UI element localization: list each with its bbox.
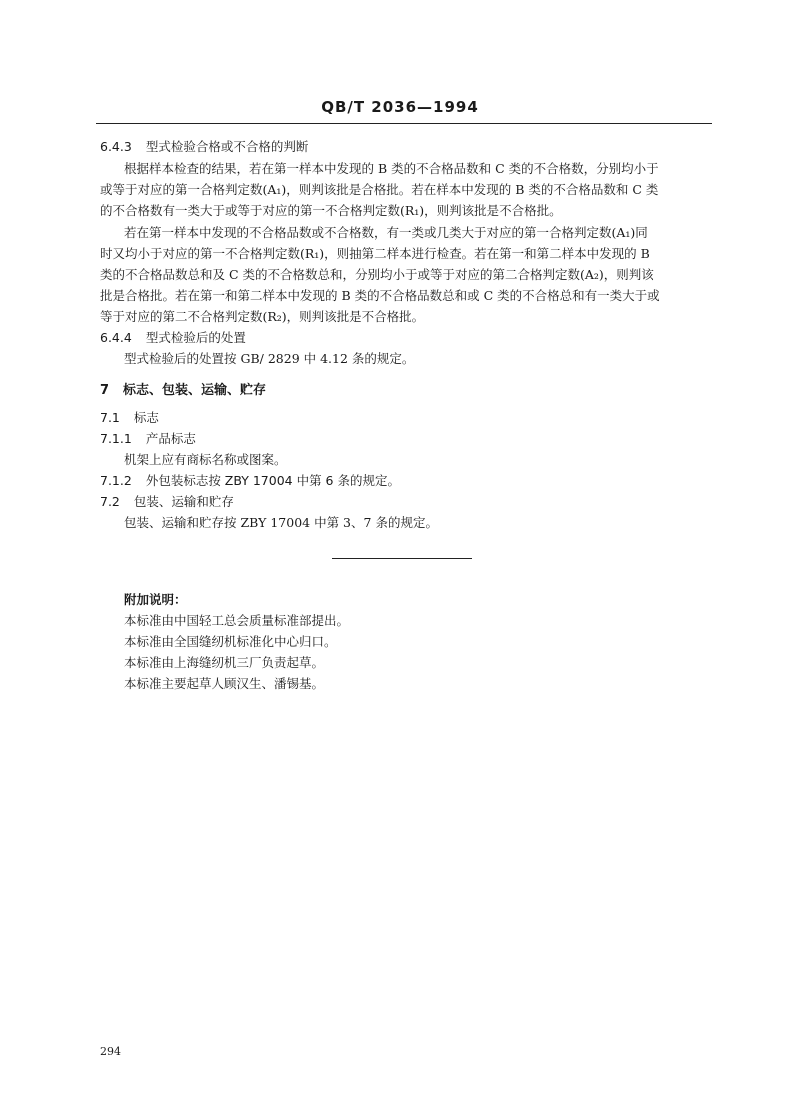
- section-title: 包装、运输和贮存: [133, 494, 234, 509]
- note-line: 本标准由全国缝纫机标准化中心归口。: [124, 634, 337, 649]
- section-text: 外包装标志按 ZBY 17004 中第 6 条的规定。: [145, 473, 400, 488]
- paragraph-line: 或等于对应的第一合格判定数(A₁)，则判该批是合格批。若在样本中发现的 B 类的不合格品数和 C 类: [100, 182, 659, 197]
- end-rule: [332, 558, 472, 559]
- section-number: 6.4.4: [100, 330, 132, 345]
- section-7-1-1-heading: [100, 432, 196, 446]
- section-title: 标志、包装、运输、贮存: [123, 383, 267, 398]
- section-number: 6.4.3: [100, 139, 132, 154]
- section-number: 7.2: [100, 494, 120, 509]
- header-rule: [96, 123, 712, 124]
- section-6-4-4-heading: [100, 331, 246, 345]
- note-line: 本标准主要起草人顾汉生、潘锡基。: [124, 676, 325, 691]
- section-number: 7.1.2: [100, 473, 132, 488]
- paragraph-line: 若在第一样本中发现的不合格品数或不合格数，有一类或几类大于对应的第一合格判定数(A₁)同: [124, 225, 648, 240]
- section-number: 7.1: [100, 410, 120, 425]
- paragraph-line: 型式检验后的处置按 GB/ 2829 中 4.12 条的规定。: [124, 351, 415, 366]
- note-line: 本标准由上海缝纫机三厂负责起草。: [124, 655, 325, 670]
- paragraph-line: 包装、运输和贮存按 ZBY 17004 中第 3、7 条的规定。: [124, 515, 438, 530]
- paragraph-line: 根据样本检查的结果，若在第一样本中发现的 B 类的不合格品数和 C 类的不合格数，分别均小于: [124, 161, 659, 176]
- paragraph-line: 的不合格数有一类大于或等于对应的第一不合格判定数(R₁)，则判该批是不合格批。: [100, 203, 562, 218]
- section-7-1-2-heading: [100, 474, 400, 488]
- paragraph-line: 等于对应的第二不合格判定数(R₂)，则判该批是不合格批。: [100, 309, 425, 324]
- paragraph-line: 批是合格批。若在第一和第二样本中发现的 B 类的不合格品数总和或 C 类的不合格总和有一类大于或: [100, 288, 660, 303]
- standard-code-header: QB/T 2036—1994: [321, 98, 479, 116]
- paragraph-line: 时又均小于对应的第一不合格判定数(R₁)，则抽第二样本进行检查。若在第一和第二样本中发现的 B: [100, 246, 650, 261]
- page-number: 294: [100, 1045, 121, 1058]
- section-title: 型式检验后的处置: [145, 330, 246, 345]
- paragraph-line: 机架上应有商标名称或图案。: [124, 452, 287, 467]
- section-6-4-3-heading: [100, 140, 308, 154]
- section-number: 7: [100, 383, 110, 398]
- section-7-heading: [100, 383, 266, 398]
- note-line: 本标准由中国轻工总会质量标准部提出。: [124, 613, 350, 628]
- section-7-2-heading: [100, 495, 234, 509]
- notes-title: 附加说明：: [124, 592, 187, 607]
- section-title: 标志: [133, 410, 159, 425]
- section-number: 7.1.1: [100, 431, 132, 446]
- section-title: 型式检验合格或不合格的判断: [145, 139, 309, 154]
- paragraph-line: 类的不合格品数总和及 C 类的不合格数总和，分别均小于或等于对应的第二合格判定数(A₂)，则判该: [100, 267, 654, 282]
- section-title: 产品标志: [145, 431, 196, 446]
- section-7-1-heading: [100, 411, 159, 425]
